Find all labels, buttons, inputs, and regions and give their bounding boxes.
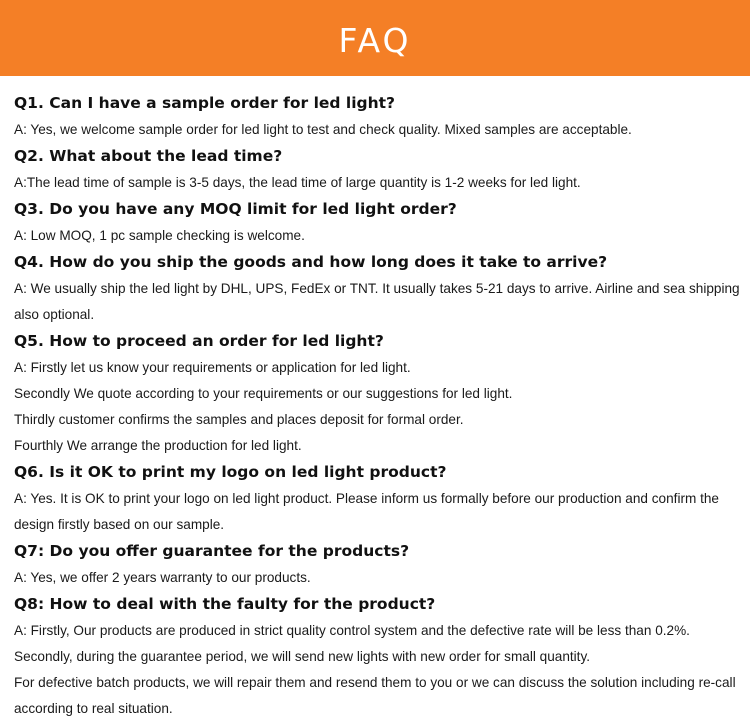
faq-list — [0, 76, 750, 722]
faq-answer-6: A: Yes. It is OK to print your logo on led light product. Please inform us formally before our production and confirm the design firstly based on our sample. — [14, 491, 719, 532]
faq-answer-5-line-1: A: Firstly let us know your requirements or application for led light. — [14, 360, 411, 375]
faq-answer-5-line-3: Thirdly customer confirms the samples and places deposit for formal order. — [14, 412, 464, 427]
faq-answer-7: A: Yes, we offer 2 years warranty to our products. — [14, 570, 311, 585]
faq-question-8: Q8: How to deal with the faulty for the product? — [14, 595, 436, 613]
faq-answer-8-line-1: A: Firstly, Our products are produced in strict quality control system and the defective rate will be less than 0.2%. — [14, 623, 690, 638]
faq-question-2: Q2. What about the lead time? — [14, 147, 283, 165]
faq-answer-3: A: Low MOQ, 1 pc sample checking is welcome. — [14, 228, 305, 243]
faq-question-1: Q1. Can I have a sample order for led light? — [14, 94, 396, 112]
faq-question-5: Q5. How to proceed an order for led light? — [14, 332, 384, 350]
faq-answer-5-line-4: Fourthly We arrange the production for led light. — [14, 438, 302, 453]
faq-answer-5-line-2: Secondly We quote according to your requirements or our suggestions for led light. — [14, 386, 513, 401]
faq-question-7: Q7: Do you offer guarantee for the products? — [14, 542, 410, 560]
faq-question-4: Q4. How do you ship the goods and how long does it take to arrive? — [14, 253, 608, 271]
faq-banner — [0, 0, 750, 76]
faq-answer-8-line-2: Secondly, during the guarantee period, we will send new lights with new order for small quantity. — [14, 649, 591, 664]
faq-answer-4: A: We usually ship the led light by DHL, UPS, FedEx or TNT. It usually takes 5-21 days to arrive. Airline and sea shipping also optional. — [14, 281, 740, 322]
faq-question-3: Q3. Do you have any MOQ limit for led light order? — [14, 200, 457, 218]
page-title: FAQ — [338, 20, 412, 60]
faq-answer-2: A:The lead time of sample is 3-5 days, the lead time of large quantity is 1-2 weeks for led light. — [14, 175, 581, 190]
faq-answer-8-line-3: For defective batch products, we will repair them and resend them to you or we can discuss the solution including re-call according to real situation. — [14, 675, 736, 716]
faq-question-6: Q6. Is it OK to print my logo on led light product? — [14, 463, 447, 481]
faq-answer-1: A: Yes, we welcome sample order for led light to test and check quality. Mixed samples are acceptable. — [14, 122, 632, 137]
